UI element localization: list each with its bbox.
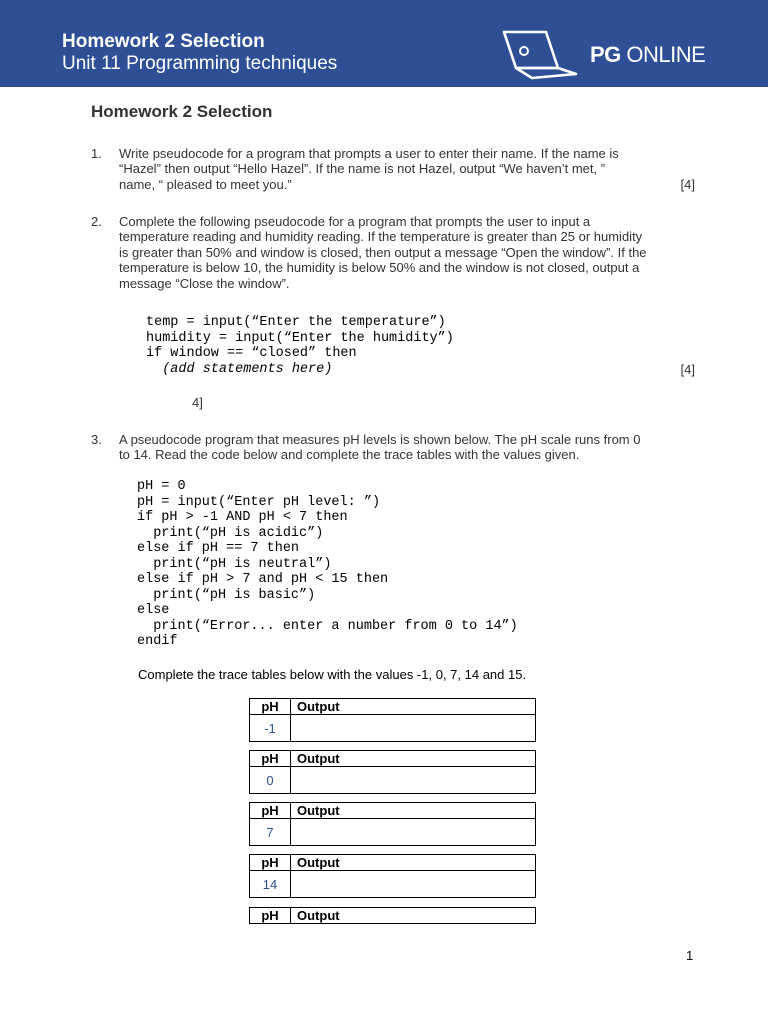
output-header: Output bbox=[291, 803, 536, 819]
output-header: Output bbox=[291, 751, 536, 767]
q2-line: message “Close the window”. bbox=[119, 275, 290, 291]
ph-header: pH bbox=[250, 908, 291, 924]
q2-line: is greater than 50% and window is closed, then output a message “Open the window”. If the bbox=[119, 244, 647, 260]
q1-line: name, “ pleased to meet you.” bbox=[119, 176, 292, 192]
ph-value: 14 bbox=[250, 871, 291, 898]
logo-brand-rest: ONLINE bbox=[620, 42, 706, 67]
banner-title: Homework 2 Selection bbox=[62, 31, 265, 52]
q1-mark: [4] bbox=[680, 177, 695, 192]
output-cell[interactable] bbox=[291, 767, 536, 794]
q2-line: Complete the following pseudocode for a program that prompts the user to input a bbox=[119, 214, 591, 229]
ph-value: 0 bbox=[250, 767, 291, 794]
page-number: 1 bbox=[686, 948, 694, 963]
trace-table-instruction: Complete the trace tables below with the values -1, 0, 7, 14 and 15. bbox=[138, 667, 527, 682]
code-line: temp = input(“Enter the temperature”) bbox=[146, 315, 446, 330]
laptop-icon bbox=[496, 28, 582, 82]
code-line: print(“Error... enter a number from 0 to 14”) bbox=[137, 618, 518, 634]
code-line: humidity = input(“Enter the humidity”) bbox=[146, 330, 454, 346]
output-cell[interactable] bbox=[291, 819, 536, 846]
pg-online-logo bbox=[590, 42, 705, 68]
code-line: endif bbox=[137, 634, 178, 649]
q3-code-block bbox=[137, 479, 518, 650]
code-line: if pH > -1 AND pH < 7 then bbox=[137, 510, 348, 525]
output-cell[interactable] bbox=[291, 715, 536, 742]
output-header: Output bbox=[291, 699, 536, 715]
ph-header: pH bbox=[250, 803, 291, 819]
q3-text bbox=[119, 432, 695, 463]
code-line: print(“pH is basic”) bbox=[137, 587, 316, 603]
ph-header: pH bbox=[250, 855, 291, 871]
q2-text bbox=[119, 214, 695, 291]
code-line: print(“pH is acidic”) bbox=[137, 525, 324, 541]
trace-table bbox=[249, 698, 536, 742]
header-banner bbox=[0, 0, 768, 87]
ph-header: pH bbox=[250, 699, 291, 715]
code-line: else if pH == 7 then bbox=[137, 541, 300, 556]
trace-table bbox=[249, 750, 536, 794]
q3-number: 3. bbox=[91, 432, 102, 447]
code-line: else if pH > 7 and pH < 15 then bbox=[137, 572, 389, 587]
code-line: if window == “closed” then bbox=[146, 346, 357, 361]
ph-header: pH bbox=[250, 751, 291, 767]
code-line: print(“pH is neutral”) bbox=[137, 556, 332, 572]
q2-line: temperature is below 10, the humidity is below 50% and the window is not closed, output a bbox=[119, 260, 640, 276]
q1-text bbox=[119, 146, 695, 192]
q2-code-block bbox=[146, 315, 454, 377]
q1-line: Write pseudocode for a program that prompts a user to enter their name. If the name is bbox=[119, 146, 619, 161]
banner-subtitle: Unit 11 Programming techniques bbox=[62, 53, 338, 74]
output-header: Output bbox=[291, 908, 536, 924]
q3-line: to 14. Read the code below and complete the trace tables with the values given. bbox=[119, 447, 580, 463]
stray-mark-text: 4] bbox=[192, 395, 203, 410]
trace-table bbox=[249, 907, 536, 924]
ph-value: -1 bbox=[250, 715, 291, 742]
logo-brand-bold: PG bbox=[590, 42, 621, 67]
q2-line: temperature reading and humidity reading. If the temperature is greater than 25 or humidity bbox=[119, 229, 643, 245]
ph-value: 7 bbox=[250, 819, 291, 846]
trace-table bbox=[249, 854, 536, 898]
code-comment: (add statements here) bbox=[146, 361, 333, 377]
q3-line: A pseudocode program that measures pH levels is shown below. The pH scale runs from 0 bbox=[119, 432, 641, 447]
output-cell[interactable] bbox=[291, 871, 536, 898]
page-title: Homework 2 Selection bbox=[91, 102, 273, 121]
q1-line: “Hazel” then output “Hello Hazel”. If the name is not Hazel, output “We haven’t met, ” bbox=[119, 161, 606, 177]
code-line: else bbox=[137, 603, 170, 618]
output-header: Output bbox=[291, 855, 536, 871]
q2-mark: [4] bbox=[680, 362, 695, 377]
q1-number: 1. bbox=[91, 146, 102, 161]
code-line: pH = input(“Enter pH level: ”) bbox=[137, 494, 381, 510]
code-line: pH = 0 bbox=[137, 479, 186, 494]
q2-number: 2. bbox=[91, 214, 102, 229]
trace-table bbox=[249, 802, 536, 846]
